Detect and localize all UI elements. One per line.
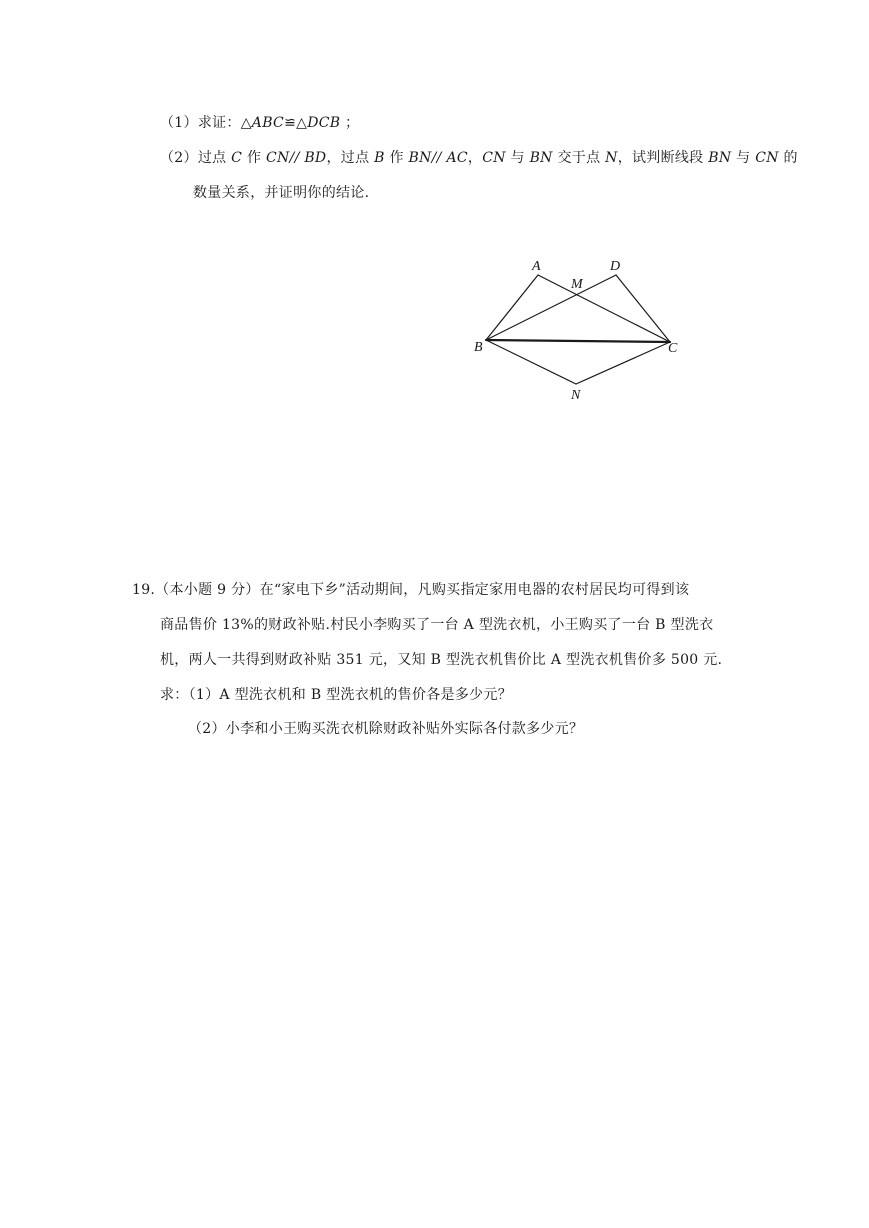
text-seg: 作 <box>384 150 409 166</box>
q19-line5: （2）小李和小王购买洗衣机除财政补贴外实际各付款多少元？ <box>188 721 584 737</box>
triangle-dcb: DCB <box>307 115 341 131</box>
segment-bd <box>486 275 616 340</box>
text-seg: 与 <box>505 150 530 166</box>
congruent-symbol: ≌△ <box>284 115 308 131</box>
geometry-figure <box>465 250 695 410</box>
q19-line2: 商品售价 13%的财政补贴.村民小李购买了一台 A 型洗衣机，小王购买了一台 B 型洗衣 <box>160 617 714 633</box>
q18-part1-label: 求证： <box>197 115 241 131</box>
segment-cn-ref-2: CN <box>755 150 779 166</box>
segment-bn <box>486 340 576 384</box>
label-d: D <box>610 259 621 274</box>
q18-part2-line1 <box>160 147 798 167</box>
point-b-ref: B <box>374 150 385 166</box>
label-n: N <box>571 388 581 403</box>
q19-line4: 求：（1）A 型洗衣机和 B 型洗衣机的售价各是多少元？ <box>160 687 513 703</box>
segment-bc <box>486 340 670 342</box>
cn-parallel-bd: CN// BD <box>266 150 327 166</box>
q18-part1 <box>160 112 359 132</box>
point-n-ref: N <box>605 150 618 166</box>
segment-dc <box>616 275 670 342</box>
segment-ac <box>538 275 670 342</box>
q19-line1: 19.（本小题 9 分）在“家电下乡”活动期间，凡购买指定家用电器的农村居民均可得到该 <box>132 582 690 598</box>
point-c-ref: C <box>231 150 243 166</box>
label-c: C <box>668 341 678 356</box>
bn-parallel-ac: BN// AC <box>408 150 468 166</box>
text-seg: 作 <box>242 150 266 166</box>
text-seg: ，试判断线段 <box>617 150 709 166</box>
q18-part1-number: （1） <box>160 115 198 131</box>
text-seg: 的 <box>778 150 798 166</box>
q19-line3: 机，两人一共得到财政补贴 351 元，又知 B 型洗衣机售价比 A 型洗衣机售价多 500 元. <box>160 652 723 668</box>
text-seg: ， <box>467 150 483 166</box>
label-m: M <box>571 277 583 292</box>
segment-bn-ref: BN <box>529 150 553 166</box>
segment-bn-ref-2: BN <box>708 150 732 166</box>
text-seg: 与 <box>731 150 756 166</box>
segment-cn-ref: CN <box>482 150 506 166</box>
q18-part2-number: （2） <box>160 150 198 166</box>
triangle-symbol: △ <box>240 115 252 131</box>
triangle-abc: ABC <box>251 115 285 131</box>
q18-part2-line2: 数量关系，并证明你的结论. <box>193 185 370 201</box>
text-seg: 过点 <box>197 150 232 166</box>
text-seg: 交于点 <box>552 150 606 166</box>
text-seg: ，过点 <box>326 150 375 166</box>
q18-part1-end: ； <box>340 115 360 131</box>
label-a: A <box>532 259 541 274</box>
segment-cn <box>576 342 670 384</box>
segment-ab <box>486 275 538 340</box>
label-b: B <box>474 340 483 355</box>
